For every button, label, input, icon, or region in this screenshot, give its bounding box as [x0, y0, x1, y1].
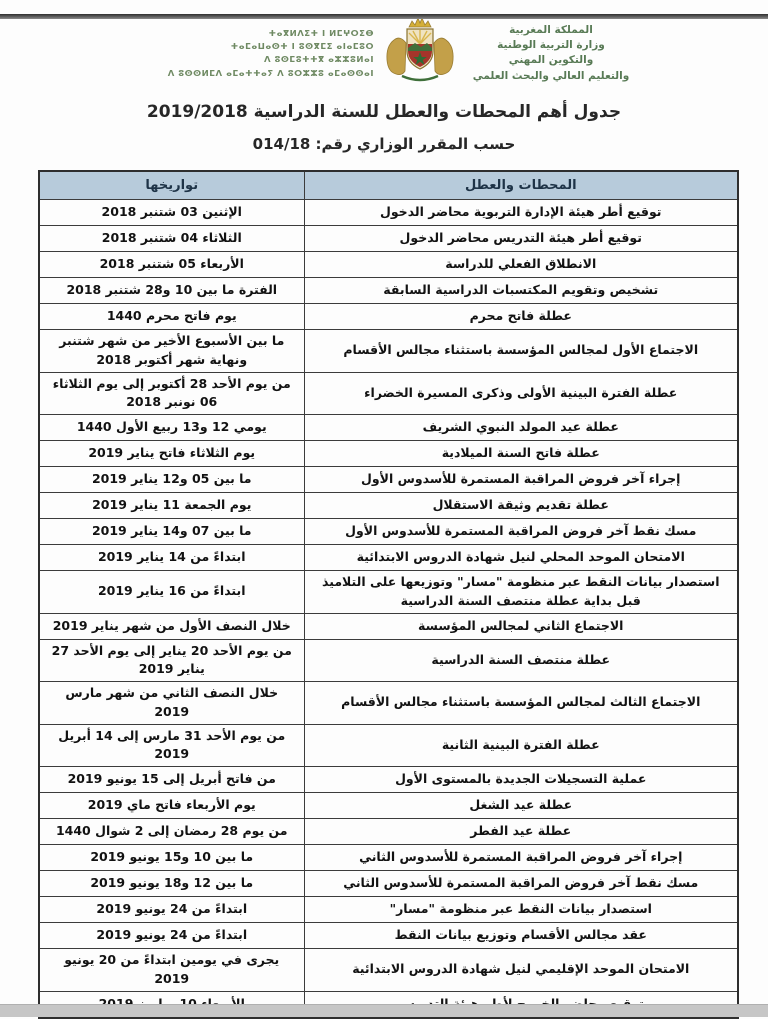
school-year-schedule-table	[38, 170, 739, 1019]
table-row	[39, 793, 738, 819]
event-cell: الامتحان الموحد المحلي لنيل شهادة الدروس الابتدائية	[304, 545, 738, 571]
date-cell: ابتداءً من 24 يونيو 2019	[39, 897, 304, 923]
date-cell: ابتداءً من 14 يناير 2019	[39, 545, 304, 571]
event-cell: الامتحان الموحد الإقليمي لنيل شهادة الدروس الابتدائية	[304, 949, 738, 992]
coat-of-arms-icon	[380, 14, 460, 84]
table-row	[39, 467, 738, 493]
table-row	[39, 639, 738, 682]
event-cell: عطلة منتصف السنة الدراسية	[304, 639, 738, 682]
table-row	[39, 819, 738, 845]
table-row	[39, 613, 738, 639]
event-cell: عطلة عيد الشغل	[304, 793, 738, 819]
date-cell: من يوم الأحد 28 أكتوبر إلى يوم الثلاثاء 06 نونبر 2018	[39, 372, 304, 415]
date-cell: من يوم الأحد 31 مارس إلى 14 أبريل 2019	[39, 724, 304, 767]
date-cell: ابتداءً من 24 يونيو 2019	[39, 923, 304, 949]
date-cell: من فاتح أبريل إلى 15 يونيو 2019	[39, 767, 304, 793]
event-cell: إجراء آخر فروض المراقبة المستمرة للأسدوس الثاني	[304, 845, 738, 871]
table-row	[39, 278, 738, 304]
event-cell: عطلة فاتح السنة الميلادية	[304, 441, 738, 467]
table-row	[39, 571, 738, 614]
tifinagh-line: ⴷ ⵓⵙⵎⵓⵜⵜⴳ ⴰⵣⵣⵓⵍⴰⵏ	[264, 55, 374, 66]
tifinagh-line: ⵜⴰⴳⵍⴷⵉⵜ ⵏ ⵍⵎⵖⵔⵉⴱ	[268, 29, 374, 39]
page-title: جدول أهم المحطات والعطل للسنة الدراسية 2019/2018	[146, 102, 622, 122]
table-row	[39, 682, 738, 725]
event-cell: الاجتماع الثاني لمجالس المؤسسة	[304, 613, 738, 639]
table-row	[39, 330, 738, 373]
date-cell: ما بين 05 و12 يناير 2019	[39, 467, 304, 493]
date-cell: من يوم 28 رمضان إلى 2 شوال 1440	[39, 819, 304, 845]
ministry-name-arabic	[466, 14, 636, 84]
table-row	[39, 304, 738, 330]
date-cell: الفترة ما بين 10 و28 شتنبر 2018	[39, 278, 304, 304]
event-cell: الاجتماع الأول لمجالس المؤسسة باستثناء مجالس الأقسام	[304, 330, 738, 373]
table-row	[39, 200, 738, 226]
event-cell: الاجتماع الثالث لمجالس المؤسسة باستثناء مجالس الأقسام	[304, 682, 738, 725]
table-row	[39, 545, 738, 571]
date-cell: ابتداءً من 16 يناير 2019	[39, 571, 304, 614]
ministry-line: والتعليم العالي والبحث العلمي	[472, 69, 630, 82]
event-cell: استصدار بيانات النقط عبر منظومة "مسار"	[304, 897, 738, 923]
tifinagh-line: ⴷ ⵓⵙⵙⵍⵎⴷ ⴰⵎⴰⵜⵜⴰⵢ ⴷ ⵓⵔⵣⵣⵓ ⴰⵎⴰⵙⵙⴰⵏ	[167, 68, 374, 79]
date-cell: من يوم الأحد 20 يناير إلى يوم الأحد 27 يناير 2019	[39, 639, 304, 682]
event-cell: توقيع أطر هيئة الإدارة التربوية محاضر الدخول	[304, 200, 738, 226]
ministry-line: وزارة التربية الوطنية	[497, 39, 605, 52]
date-cell: خلال النصف الأول من شهر يناير 2019	[39, 613, 304, 639]
table-row	[39, 897, 738, 923]
event-cell: مسك نقط آخر فروض المراقبة المستمرة للأسدوس الأول	[304, 519, 738, 545]
table-row	[39, 415, 738, 441]
table-row	[39, 252, 738, 278]
page-subtitle: حسب المقرر الوزاري رقم: 014/18	[252, 135, 516, 153]
date-cell: يوم الثلاثاء فاتح يناير 2019	[39, 441, 304, 467]
event-cell: عقد مجالس الأقسام وتوزيع بيانات النقط	[304, 923, 738, 949]
tifinagh-line: ⵜⴰⵎⴰⵡⴰⵙⵜ ⵏ ⵓⵙⴳⵎⵉ ⴰⵏⴰⵎⵓⵔ	[230, 42, 374, 53]
table-header-row	[39, 171, 738, 200]
photo-top-edge	[0, 14, 768, 19]
date-cell: ما بين 10 و15 يونيو 2019	[39, 845, 304, 871]
date-cell: ما بين 07 و14 يناير 2019	[39, 519, 304, 545]
event-cell: الانطلاق الفعلي للدراسة	[304, 252, 738, 278]
event-cell: مسك نقط آخر فروض المراقبة المستمرة للأسدوس الثاني	[304, 871, 738, 897]
table-row	[39, 519, 738, 545]
date-cell: الإثنين 03 شتنبر 2018	[39, 200, 304, 226]
table-row	[39, 724, 738, 767]
event-cell: تشخيص وتقويم المكتسبات الدراسية السابقة	[304, 278, 738, 304]
table-row	[39, 949, 738, 992]
document-masthead	[0, 14, 768, 84]
photo-bottom-edge	[0, 1004, 768, 1017]
event-cell: عطلة الفترة البينية الثانية	[304, 724, 738, 767]
event-cell: استصدار بيانات النقط عبر منظومة "مسار" وتوزيعها على التلاميذ قبل بداية عطلة منتصف السنة الدراسية	[304, 571, 738, 614]
date-cell: يوم الجمعة 11 يناير 2019	[39, 493, 304, 519]
event-cell: عطلة فاتح محرم	[304, 304, 738, 330]
date-cell: خلال النصف الثاني من شهر مارس 2019	[39, 682, 304, 725]
date-cell: ما بين 12 و18 يونيو 2019	[39, 871, 304, 897]
column-header-events: المحطات والعطل	[304, 171, 738, 200]
event-cell: عطلة عيد الفطر	[304, 819, 738, 845]
table-row	[39, 923, 738, 949]
table-row	[39, 226, 738, 252]
event-cell: توقيع أطر هيئة التدريس محاضر الدخول	[304, 226, 738, 252]
ministry-line: المملكة المغربية	[509, 24, 593, 36]
table-row	[39, 441, 738, 467]
date-cell: يومي 12 و13 ربيع الأول 1440	[39, 415, 304, 441]
event-cell: عطلة عيد المولد النبوي الشريف	[304, 415, 738, 441]
ministry-line: والتكوين المهني	[508, 54, 594, 67]
table-row	[39, 372, 738, 415]
date-cell: يجرى في يومين ابتداءً من 20 يونيو 2019	[39, 949, 304, 992]
date-cell: يوم فاتح محرم 1440	[39, 304, 304, 330]
date-cell: يوم الأربعاء فاتح ماي 2019	[39, 793, 304, 819]
event-cell: إجراء آخر فروض المراقبة المستمرة للأسدوس الأول	[304, 467, 738, 493]
date-cell: الثلاثاء 04 شتنبر 2018	[39, 226, 304, 252]
table-row	[39, 493, 738, 519]
ministry-name-tifinagh	[132, 14, 374, 81]
event-cell: عطلة تقديم وثيقة الاستقلال	[304, 493, 738, 519]
column-header-dates: تواريخها	[39, 171, 304, 200]
table-row	[39, 845, 738, 871]
document-title-block	[0, 102, 768, 153]
event-cell: عملية التسجيلات الجديدة بالمستوى الأول	[304, 767, 738, 793]
event-cell: عطلة الفترة البينية الأولى وذكرى المسيرة الخضراء	[304, 372, 738, 415]
date-cell: ما بين الأسبوع الأخير من شهر شتنبر ونهاية شهر أكتوبر 2018	[39, 330, 304, 373]
date-cell: الأربعاء 05 شتنبر 2018	[39, 252, 304, 278]
table-row	[39, 767, 738, 793]
table-row	[39, 871, 738, 897]
